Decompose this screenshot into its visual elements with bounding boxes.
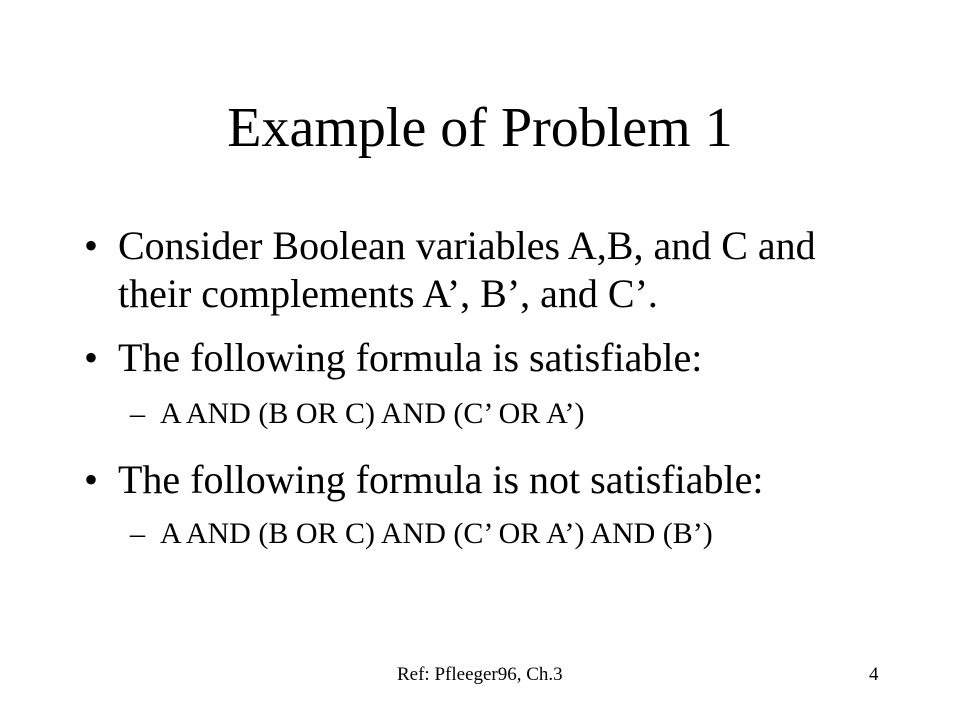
sub-bullet-text: A AND (B OR C) AND (C’ OR A’) AND (B’) bbox=[160, 517, 713, 550]
bullet-text: The following formula is not satisfiable: bbox=[118, 457, 764, 502]
sub-bullet-item bbox=[130, 516, 713, 552]
slide-title: Example of Problem 1 bbox=[227, 97, 733, 159]
sub-bullet-item bbox=[130, 396, 584, 432]
dash-symbol: – bbox=[130, 517, 145, 550]
footer-reference: Ref: Pfleeger96, Ch.3 bbox=[397, 664, 563, 685]
page-number: 4 bbox=[869, 664, 879, 685]
bullet-text: Consider Boolean variables A,B, and C and their complements A’, B’, and C’. bbox=[118, 223, 816, 316]
bullet-symbol: • bbox=[84, 457, 99, 502]
sub-bullet-text: A AND (B OR C) AND (C’ OR A’) bbox=[160, 397, 585, 430]
dash-symbol: – bbox=[130, 397, 145, 430]
bullet-symbol: • bbox=[84, 223, 99, 268]
bullet-symbol: • bbox=[84, 335, 99, 380]
bullet-text: The following formula is satisfiable: bbox=[118, 335, 703, 380]
